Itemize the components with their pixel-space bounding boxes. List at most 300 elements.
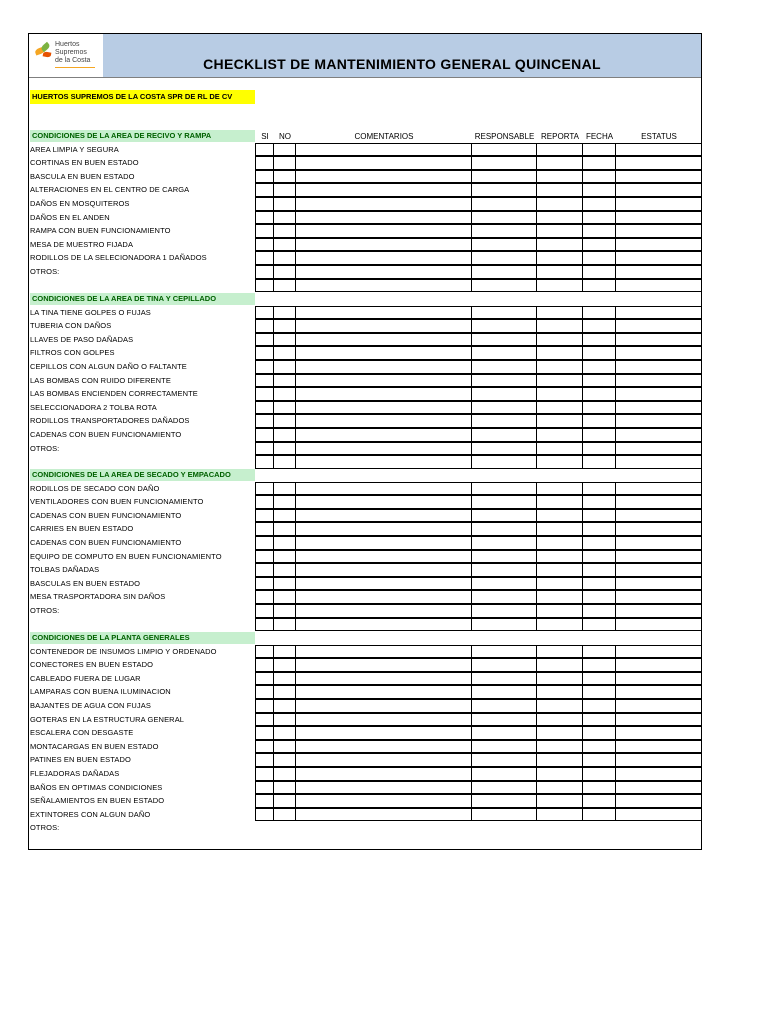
no-checkbox[interactable] (273, 645, 296, 659)
si-checkbox[interactable] (255, 238, 274, 252)
estatus-cell[interactable] (615, 211, 702, 225)
si-checkbox[interactable] (255, 522, 274, 536)
comentarios-cell[interactable] (295, 183, 472, 197)
fecha-cell[interactable] (582, 211, 616, 225)
no-checkbox[interactable] (273, 387, 296, 401)
responsable-cell[interactable] (471, 713, 537, 727)
si-checkbox[interactable] (255, 550, 274, 564)
estatus-cell[interactable] (615, 781, 702, 795)
responsable-cell[interactable] (471, 251, 537, 265)
comentarios-cell[interactable] (295, 794, 472, 808)
no-checkbox[interactable] (273, 550, 296, 564)
comentarios-cell[interactable] (295, 781, 472, 795)
comentarios-cell[interactable] (295, 563, 472, 577)
fecha-cell[interactable] (582, 685, 616, 699)
reporta-cell[interactable] (536, 509, 583, 523)
responsable-cell[interactable] (471, 740, 537, 754)
si-checkbox[interactable] (255, 265, 274, 279)
estatus-cell[interactable] (615, 658, 702, 672)
no-checkbox[interactable] (273, 658, 296, 672)
comentarios-cell[interactable] (295, 442, 472, 456)
reporta-cell[interactable] (536, 156, 583, 170)
reporta-cell[interactable] (536, 482, 583, 496)
responsable-cell[interactable] (471, 685, 537, 699)
estatus-cell[interactable] (615, 672, 702, 686)
no-checkbox[interactable] (273, 618, 296, 632)
fecha-cell[interactable] (582, 522, 616, 536)
reporta-cell[interactable] (536, 442, 583, 456)
estatus-cell[interactable] (615, 713, 702, 727)
responsable-cell[interactable] (471, 699, 537, 713)
comentarios-cell[interactable] (295, 577, 472, 591)
si-checkbox[interactable] (255, 333, 274, 347)
reporta-cell[interactable] (536, 699, 583, 713)
si-checkbox[interactable] (255, 604, 274, 618)
comentarios-cell[interactable] (295, 251, 472, 265)
estatus-cell[interactable] (615, 279, 702, 293)
fecha-cell[interactable] (582, 590, 616, 604)
no-checkbox[interactable] (273, 143, 296, 157)
responsable-cell[interactable] (471, 387, 537, 401)
comentarios-cell[interactable] (295, 306, 472, 320)
responsable-cell[interactable] (471, 211, 537, 225)
comentarios-cell[interactable] (295, 685, 472, 699)
responsable-cell[interactable] (471, 781, 537, 795)
responsable-cell[interactable] (471, 238, 537, 252)
responsable-cell[interactable] (471, 577, 537, 591)
estatus-cell[interactable] (615, 306, 702, 320)
comentarios-cell[interactable] (295, 618, 472, 632)
comentarios-cell[interactable] (295, 374, 472, 388)
estatus-cell[interactable] (615, 495, 702, 509)
si-checkbox[interactable] (255, 401, 274, 415)
no-checkbox[interactable] (273, 401, 296, 415)
comentarios-cell[interactable] (295, 170, 472, 184)
responsable-cell[interactable] (471, 401, 537, 415)
si-checkbox[interactable] (255, 455, 274, 469)
reporta-cell[interactable] (536, 224, 583, 238)
fecha-cell[interactable] (582, 251, 616, 265)
comentarios-cell[interactable] (295, 401, 472, 415)
comentarios-cell[interactable] (295, 550, 472, 564)
responsable-cell[interactable] (471, 604, 537, 618)
no-checkbox[interactable] (273, 183, 296, 197)
responsable-cell[interactable] (471, 767, 537, 781)
si-checkbox[interactable] (255, 767, 274, 781)
fecha-cell[interactable] (582, 563, 616, 577)
estatus-cell[interactable] (615, 197, 702, 211)
reporta-cell[interactable] (536, 767, 583, 781)
comentarios-cell[interactable] (295, 645, 472, 659)
estatus-cell[interactable] (615, 360, 702, 374)
reporta-cell[interactable] (536, 401, 583, 415)
si-checkbox[interactable] (255, 183, 274, 197)
estatus-cell[interactable] (615, 414, 702, 428)
estatus-cell[interactable] (615, 319, 702, 333)
si-checkbox[interactable] (255, 197, 274, 211)
comentarios-cell[interactable] (295, 156, 472, 170)
no-checkbox[interactable] (273, 442, 296, 456)
responsable-cell[interactable] (471, 143, 537, 157)
reporta-cell[interactable] (536, 428, 583, 442)
no-checkbox[interactable] (273, 265, 296, 279)
responsable-cell[interactable] (471, 319, 537, 333)
estatus-cell[interactable] (615, 740, 702, 754)
estatus-cell[interactable] (615, 374, 702, 388)
no-checkbox[interactable] (273, 346, 296, 360)
estatus-cell[interactable] (615, 428, 702, 442)
no-checkbox[interactable] (273, 251, 296, 265)
reporta-cell[interactable] (536, 658, 583, 672)
fecha-cell[interactable] (582, 333, 616, 347)
si-checkbox[interactable] (255, 713, 274, 727)
estatus-cell[interactable] (615, 265, 702, 279)
reporta-cell[interactable] (536, 251, 583, 265)
reporta-cell[interactable] (536, 360, 583, 374)
reporta-cell[interactable] (536, 346, 583, 360)
comentarios-cell[interactable] (295, 590, 472, 604)
responsable-cell[interactable] (471, 455, 537, 469)
si-checkbox[interactable] (255, 482, 274, 496)
fecha-cell[interactable] (582, 455, 616, 469)
comentarios-cell[interactable] (295, 509, 472, 523)
reporta-cell[interactable] (536, 374, 583, 388)
no-checkbox[interactable] (273, 522, 296, 536)
reporta-cell[interactable] (536, 319, 583, 333)
responsable-cell[interactable] (471, 808, 537, 822)
comentarios-cell[interactable] (295, 767, 472, 781)
si-checkbox[interactable] (255, 726, 274, 740)
responsable-cell[interactable] (471, 306, 537, 320)
fecha-cell[interactable] (582, 645, 616, 659)
fecha-cell[interactable] (582, 183, 616, 197)
responsable-cell[interactable] (471, 495, 537, 509)
si-checkbox[interactable] (255, 346, 274, 360)
si-checkbox[interactable] (255, 156, 274, 170)
fecha-cell[interactable] (582, 713, 616, 727)
fecha-cell[interactable] (582, 672, 616, 686)
estatus-cell[interactable] (615, 536, 702, 550)
responsable-cell[interactable] (471, 360, 537, 374)
no-checkbox[interactable] (273, 360, 296, 374)
estatus-cell[interactable] (615, 333, 702, 347)
no-checkbox[interactable] (273, 740, 296, 754)
fecha-cell[interactable] (582, 265, 616, 279)
estatus-cell[interactable] (615, 455, 702, 469)
estatus-cell[interactable] (615, 794, 702, 808)
fecha-cell[interactable] (582, 156, 616, 170)
si-checkbox[interactable] (255, 645, 274, 659)
estatus-cell[interactable] (615, 618, 702, 632)
fecha-cell[interactable] (582, 306, 616, 320)
estatus-cell[interactable] (615, 156, 702, 170)
reporta-cell[interactable] (536, 563, 583, 577)
responsable-cell[interactable] (471, 645, 537, 659)
comentarios-cell[interactable] (295, 279, 472, 293)
no-checkbox[interactable] (273, 306, 296, 320)
si-checkbox[interactable] (255, 251, 274, 265)
no-checkbox[interactable] (273, 808, 296, 822)
comentarios-cell[interactable] (295, 604, 472, 618)
responsable-cell[interactable] (471, 590, 537, 604)
responsable-cell[interactable] (471, 333, 537, 347)
no-checkbox[interactable] (273, 685, 296, 699)
fecha-cell[interactable] (582, 428, 616, 442)
reporta-cell[interactable] (536, 211, 583, 225)
reporta-cell[interactable] (536, 808, 583, 822)
estatus-cell[interactable] (615, 401, 702, 415)
fecha-cell[interactable] (582, 442, 616, 456)
si-checkbox[interactable] (255, 563, 274, 577)
si-checkbox[interactable] (255, 618, 274, 632)
comentarios-cell[interactable] (295, 726, 472, 740)
estatus-cell[interactable] (615, 387, 702, 401)
no-checkbox[interactable] (273, 224, 296, 238)
fecha-cell[interactable] (582, 550, 616, 564)
comentarios-cell[interactable] (295, 455, 472, 469)
estatus-cell[interactable] (615, 522, 702, 536)
si-checkbox[interactable] (255, 672, 274, 686)
no-checkbox[interactable] (273, 604, 296, 618)
fecha-cell[interactable] (582, 726, 616, 740)
estatus-cell[interactable] (615, 590, 702, 604)
estatus-cell[interactable] (615, 577, 702, 591)
comentarios-cell[interactable] (295, 360, 472, 374)
responsable-cell[interactable] (471, 346, 537, 360)
estatus-cell[interactable] (615, 550, 702, 564)
fecha-cell[interactable] (582, 374, 616, 388)
fecha-cell[interactable] (582, 197, 616, 211)
responsable-cell[interactable] (471, 563, 537, 577)
no-checkbox[interactable] (273, 509, 296, 523)
reporta-cell[interactable] (536, 726, 583, 740)
no-checkbox[interactable] (273, 753, 296, 767)
estatus-cell[interactable] (615, 224, 702, 238)
fecha-cell[interactable] (582, 143, 616, 157)
responsable-cell[interactable] (471, 428, 537, 442)
comentarios-cell[interactable] (295, 808, 472, 822)
fecha-cell[interactable] (582, 414, 616, 428)
reporta-cell[interactable] (536, 713, 583, 727)
responsable-cell[interactable] (471, 658, 537, 672)
estatus-cell[interactable] (615, 767, 702, 781)
si-checkbox[interactable] (255, 442, 274, 456)
fecha-cell[interactable] (582, 808, 616, 822)
no-checkbox[interactable] (273, 414, 296, 428)
reporta-cell[interactable] (536, 753, 583, 767)
estatus-cell[interactable] (615, 238, 702, 252)
reporta-cell[interactable] (536, 590, 583, 604)
estatus-cell[interactable] (615, 143, 702, 157)
comentarios-cell[interactable] (295, 428, 472, 442)
estatus-cell[interactable] (615, 808, 702, 822)
comentarios-cell[interactable] (295, 197, 472, 211)
comentarios-cell[interactable] (295, 699, 472, 713)
reporta-cell[interactable] (536, 604, 583, 618)
si-checkbox[interactable] (255, 428, 274, 442)
responsable-cell[interactable] (471, 156, 537, 170)
responsable-cell[interactable] (471, 374, 537, 388)
fecha-cell[interactable] (582, 387, 616, 401)
responsable-cell[interactable] (471, 183, 537, 197)
fecha-cell[interactable] (582, 753, 616, 767)
reporta-cell[interactable] (536, 238, 583, 252)
si-checkbox[interactable] (255, 699, 274, 713)
no-checkbox[interactable] (273, 699, 296, 713)
reporta-cell[interactable] (536, 550, 583, 564)
reporta-cell[interactable] (536, 306, 583, 320)
no-checkbox[interactable] (273, 211, 296, 225)
comentarios-cell[interactable] (295, 658, 472, 672)
responsable-cell[interactable] (471, 618, 537, 632)
estatus-cell[interactable] (615, 645, 702, 659)
no-checkbox[interactable] (273, 428, 296, 442)
responsable-cell[interactable] (471, 794, 537, 808)
estatus-cell[interactable] (615, 685, 702, 699)
comentarios-cell[interactable] (295, 522, 472, 536)
fecha-cell[interactable] (582, 170, 616, 184)
no-checkbox[interactable] (273, 197, 296, 211)
estatus-cell[interactable] (615, 183, 702, 197)
reporta-cell[interactable] (536, 577, 583, 591)
si-checkbox[interactable] (255, 753, 274, 767)
comentarios-cell[interactable] (295, 346, 472, 360)
no-checkbox[interactable] (273, 672, 296, 686)
responsable-cell[interactable] (471, 170, 537, 184)
reporta-cell[interactable] (536, 781, 583, 795)
estatus-cell[interactable] (615, 482, 702, 496)
responsable-cell[interactable] (471, 442, 537, 456)
estatus-cell[interactable] (615, 346, 702, 360)
reporta-cell[interactable] (536, 414, 583, 428)
fecha-cell[interactable] (582, 577, 616, 591)
comentarios-cell[interactable] (295, 482, 472, 496)
no-checkbox[interactable] (273, 482, 296, 496)
reporta-cell[interactable] (536, 685, 583, 699)
reporta-cell[interactable] (536, 265, 583, 279)
fecha-cell[interactable] (582, 781, 616, 795)
fecha-cell[interactable] (582, 618, 616, 632)
responsable-cell[interactable] (471, 753, 537, 767)
responsable-cell[interactable] (471, 279, 537, 293)
comentarios-cell[interactable] (295, 224, 472, 238)
fecha-cell[interactable] (582, 536, 616, 550)
comentarios-cell[interactable] (295, 143, 472, 157)
estatus-cell[interactable] (615, 726, 702, 740)
estatus-cell[interactable] (615, 442, 702, 456)
si-checkbox[interactable] (255, 319, 274, 333)
no-checkbox[interactable] (273, 333, 296, 347)
si-checkbox[interactable] (255, 808, 274, 822)
responsable-cell[interactable] (471, 482, 537, 496)
no-checkbox[interactable] (273, 279, 296, 293)
fecha-cell[interactable] (582, 794, 616, 808)
fecha-cell[interactable] (582, 224, 616, 238)
reporta-cell[interactable] (536, 618, 583, 632)
si-checkbox[interactable] (255, 374, 274, 388)
reporta-cell[interactable] (536, 279, 583, 293)
fecha-cell[interactable] (582, 482, 616, 496)
estatus-cell[interactable] (615, 604, 702, 618)
fecha-cell[interactable] (582, 604, 616, 618)
responsable-cell[interactable] (471, 726, 537, 740)
reporta-cell[interactable] (536, 645, 583, 659)
si-checkbox[interactable] (255, 495, 274, 509)
fecha-cell[interactable] (582, 699, 616, 713)
comentarios-cell[interactable] (295, 414, 472, 428)
no-checkbox[interactable] (273, 577, 296, 591)
si-checkbox[interactable] (255, 740, 274, 754)
comentarios-cell[interactable] (295, 211, 472, 225)
reporta-cell[interactable] (536, 522, 583, 536)
si-checkbox[interactable] (255, 685, 274, 699)
estatus-cell[interactable] (615, 170, 702, 184)
responsable-cell[interactable] (471, 414, 537, 428)
no-checkbox[interactable] (273, 590, 296, 604)
reporta-cell[interactable] (536, 333, 583, 347)
comentarios-cell[interactable] (295, 672, 472, 686)
responsable-cell[interactable] (471, 522, 537, 536)
estatus-cell[interactable] (615, 251, 702, 265)
responsable-cell[interactable] (471, 509, 537, 523)
reporta-cell[interactable] (536, 455, 583, 469)
fecha-cell[interactable] (582, 495, 616, 509)
responsable-cell[interactable] (471, 197, 537, 211)
si-checkbox[interactable] (255, 360, 274, 374)
fecha-cell[interactable] (582, 238, 616, 252)
reporta-cell[interactable] (536, 536, 583, 550)
fecha-cell[interactable] (582, 740, 616, 754)
si-checkbox[interactable] (255, 509, 274, 523)
fecha-cell[interactable] (582, 346, 616, 360)
fecha-cell[interactable] (582, 509, 616, 523)
si-checkbox[interactable] (255, 170, 274, 184)
si-checkbox[interactable] (255, 279, 274, 293)
comentarios-cell[interactable] (295, 536, 472, 550)
comentarios-cell[interactable] (295, 265, 472, 279)
si-checkbox[interactable] (255, 143, 274, 157)
si-checkbox[interactable] (255, 577, 274, 591)
no-checkbox[interactable] (273, 170, 296, 184)
responsable-cell[interactable] (471, 536, 537, 550)
fecha-cell[interactable] (582, 279, 616, 293)
comentarios-cell[interactable] (295, 495, 472, 509)
fecha-cell[interactable] (582, 401, 616, 415)
no-checkbox[interactable] (273, 713, 296, 727)
si-checkbox[interactable] (255, 658, 274, 672)
comentarios-cell[interactable] (295, 238, 472, 252)
no-checkbox[interactable] (273, 536, 296, 550)
responsable-cell[interactable] (471, 224, 537, 238)
reporta-cell[interactable] (536, 143, 583, 157)
si-checkbox[interactable] (255, 224, 274, 238)
estatus-cell[interactable] (615, 753, 702, 767)
fecha-cell[interactable] (582, 319, 616, 333)
reporta-cell[interactable] (536, 197, 583, 211)
comentarios-cell[interactable] (295, 713, 472, 727)
si-checkbox[interactable] (255, 306, 274, 320)
estatus-cell[interactable] (615, 563, 702, 577)
reporta-cell[interactable] (536, 794, 583, 808)
si-checkbox[interactable] (255, 781, 274, 795)
si-checkbox[interactable] (255, 536, 274, 550)
reporta-cell[interactable] (536, 740, 583, 754)
fecha-cell[interactable] (582, 767, 616, 781)
si-checkbox[interactable] (255, 387, 274, 401)
no-checkbox[interactable] (273, 319, 296, 333)
si-checkbox[interactable] (255, 211, 274, 225)
responsable-cell[interactable] (471, 265, 537, 279)
